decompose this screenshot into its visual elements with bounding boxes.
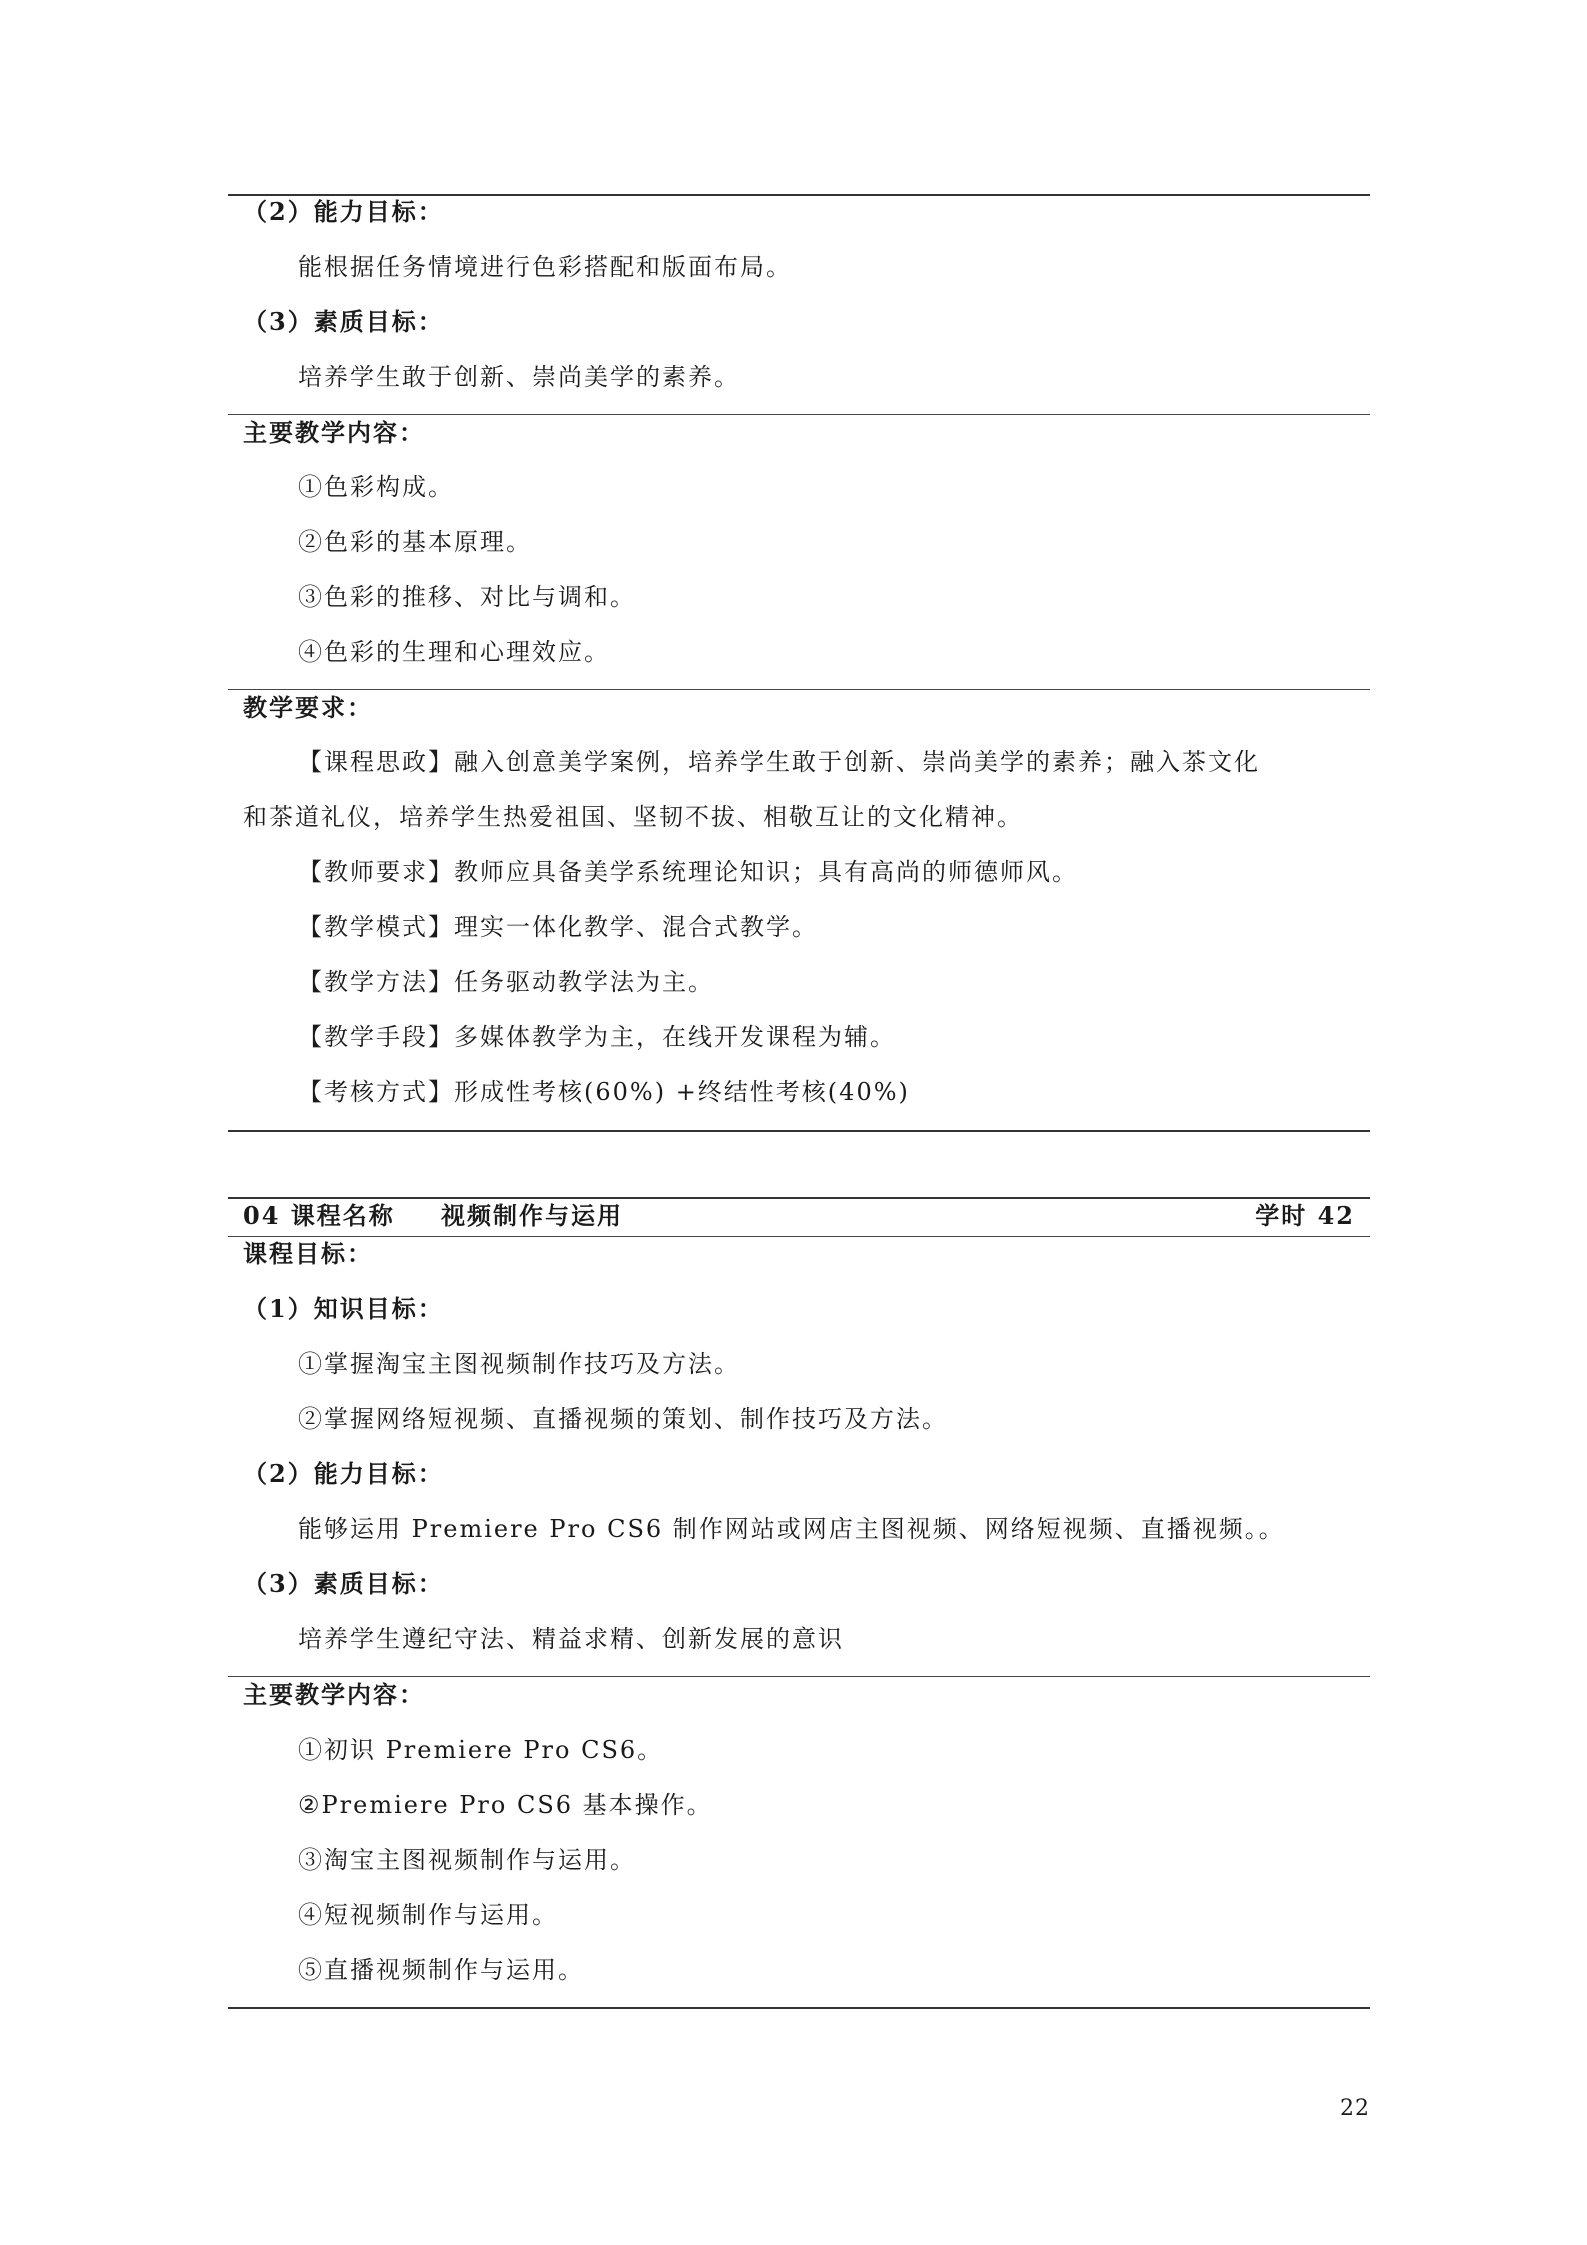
page-number: 22 [1340,2096,1370,2121]
content-item: ①色彩构成。 [298,473,454,501]
requirement-line: 【考核方式】形成性考核(60%) +终结性考核(40%) [298,1078,910,1106]
knowledge-item: ②掌握网络短视频、直播视频的策划、制作技巧及方法。 [298,1405,948,1433]
course-top-rule [228,1197,1370,1199]
requirement-line: 【教师要求】教师应具备美学系统理论知识；具有高尚的师德师风。 [298,858,1078,886]
course-hours: 学时 42 [1255,1201,1355,1230]
section-divider [228,689,1370,690]
ability-heading: （2）能力目标： [243,1459,444,1488]
course-name: 视频制作与运用 [441,1201,623,1230]
ability-text: 能够运用 Premiere Pro CS6 制作网站或网店主图视频、网络短视频、直播视频。。 [298,1515,1285,1543]
requirement-line: 【课程思政】融入创意美学案例，培养学生敢于创新、崇尚美学的素养；融入茶文化 [298,748,1260,776]
requirement-line: 【教学方法】任务驱动教学法为主。 [298,968,714,996]
content-heading: 主要教学内容： [243,418,425,447]
content-item: ②色彩的基本原理。 [298,528,532,556]
requirement-line: 和茶道礼仪，培养学生热爱祖国、坚韧不拔、相敬互让的文化精神。 [243,803,1023,831]
block-bottom-rule [228,1130,1370,1132]
course-header-rule [228,1236,1370,1237]
content-item: ⑤直播视频制作与运用。 [298,1956,584,1984]
content-item: ①初识 Premiere Pro CS6。 [298,1736,664,1764]
content-item: ③色彩的推移、对比与调和。 [298,583,636,611]
course-number-label: 04 课程名称 [243,1201,395,1230]
ability-text: 能根据任务情境进行色彩搭配和版面布局。 [298,253,792,281]
content-item: ③淘宝主图视频制作与运用。 [298,1846,636,1874]
knowledge-heading: （1）知识目标： [243,1294,444,1323]
content-item: ④短视频制作与运用。 [298,1901,558,1929]
quality-text: 培养学生敢于创新、崇尚美学的素养。 [298,363,740,391]
goal-heading: 课程目标： [243,1239,373,1268]
ability-heading: （2）能力目标： [243,197,444,226]
content-heading: 主要教学内容： [243,1680,425,1709]
quality-heading: （3）素质目标： [243,307,444,336]
requirements-heading: 教学要求： [243,693,373,722]
knowledge-item: ①掌握淘宝主图视频制作技巧及方法。 [298,1350,740,1378]
requirement-line: 【教学手段】多媒体教学为主，在线开发课程为辅。 [298,1023,896,1051]
section-divider [228,414,1370,415]
quality-heading: （3）素质目标： [243,1569,444,1598]
content-item: ②Premiere Pro CS6 基本操作。 [298,1791,713,1819]
quality-text: 培养学生遵纪守法、精益求精、创新发展的意识 [298,1625,844,1653]
requirement-line: 【教学模式】理实一体化教学、混合式教学。 [298,913,818,941]
block-bottom-rule [228,2007,1370,2009]
content-item: ④色彩的生理和心理效应。 [298,638,610,666]
section-divider [228,1676,1370,1677]
